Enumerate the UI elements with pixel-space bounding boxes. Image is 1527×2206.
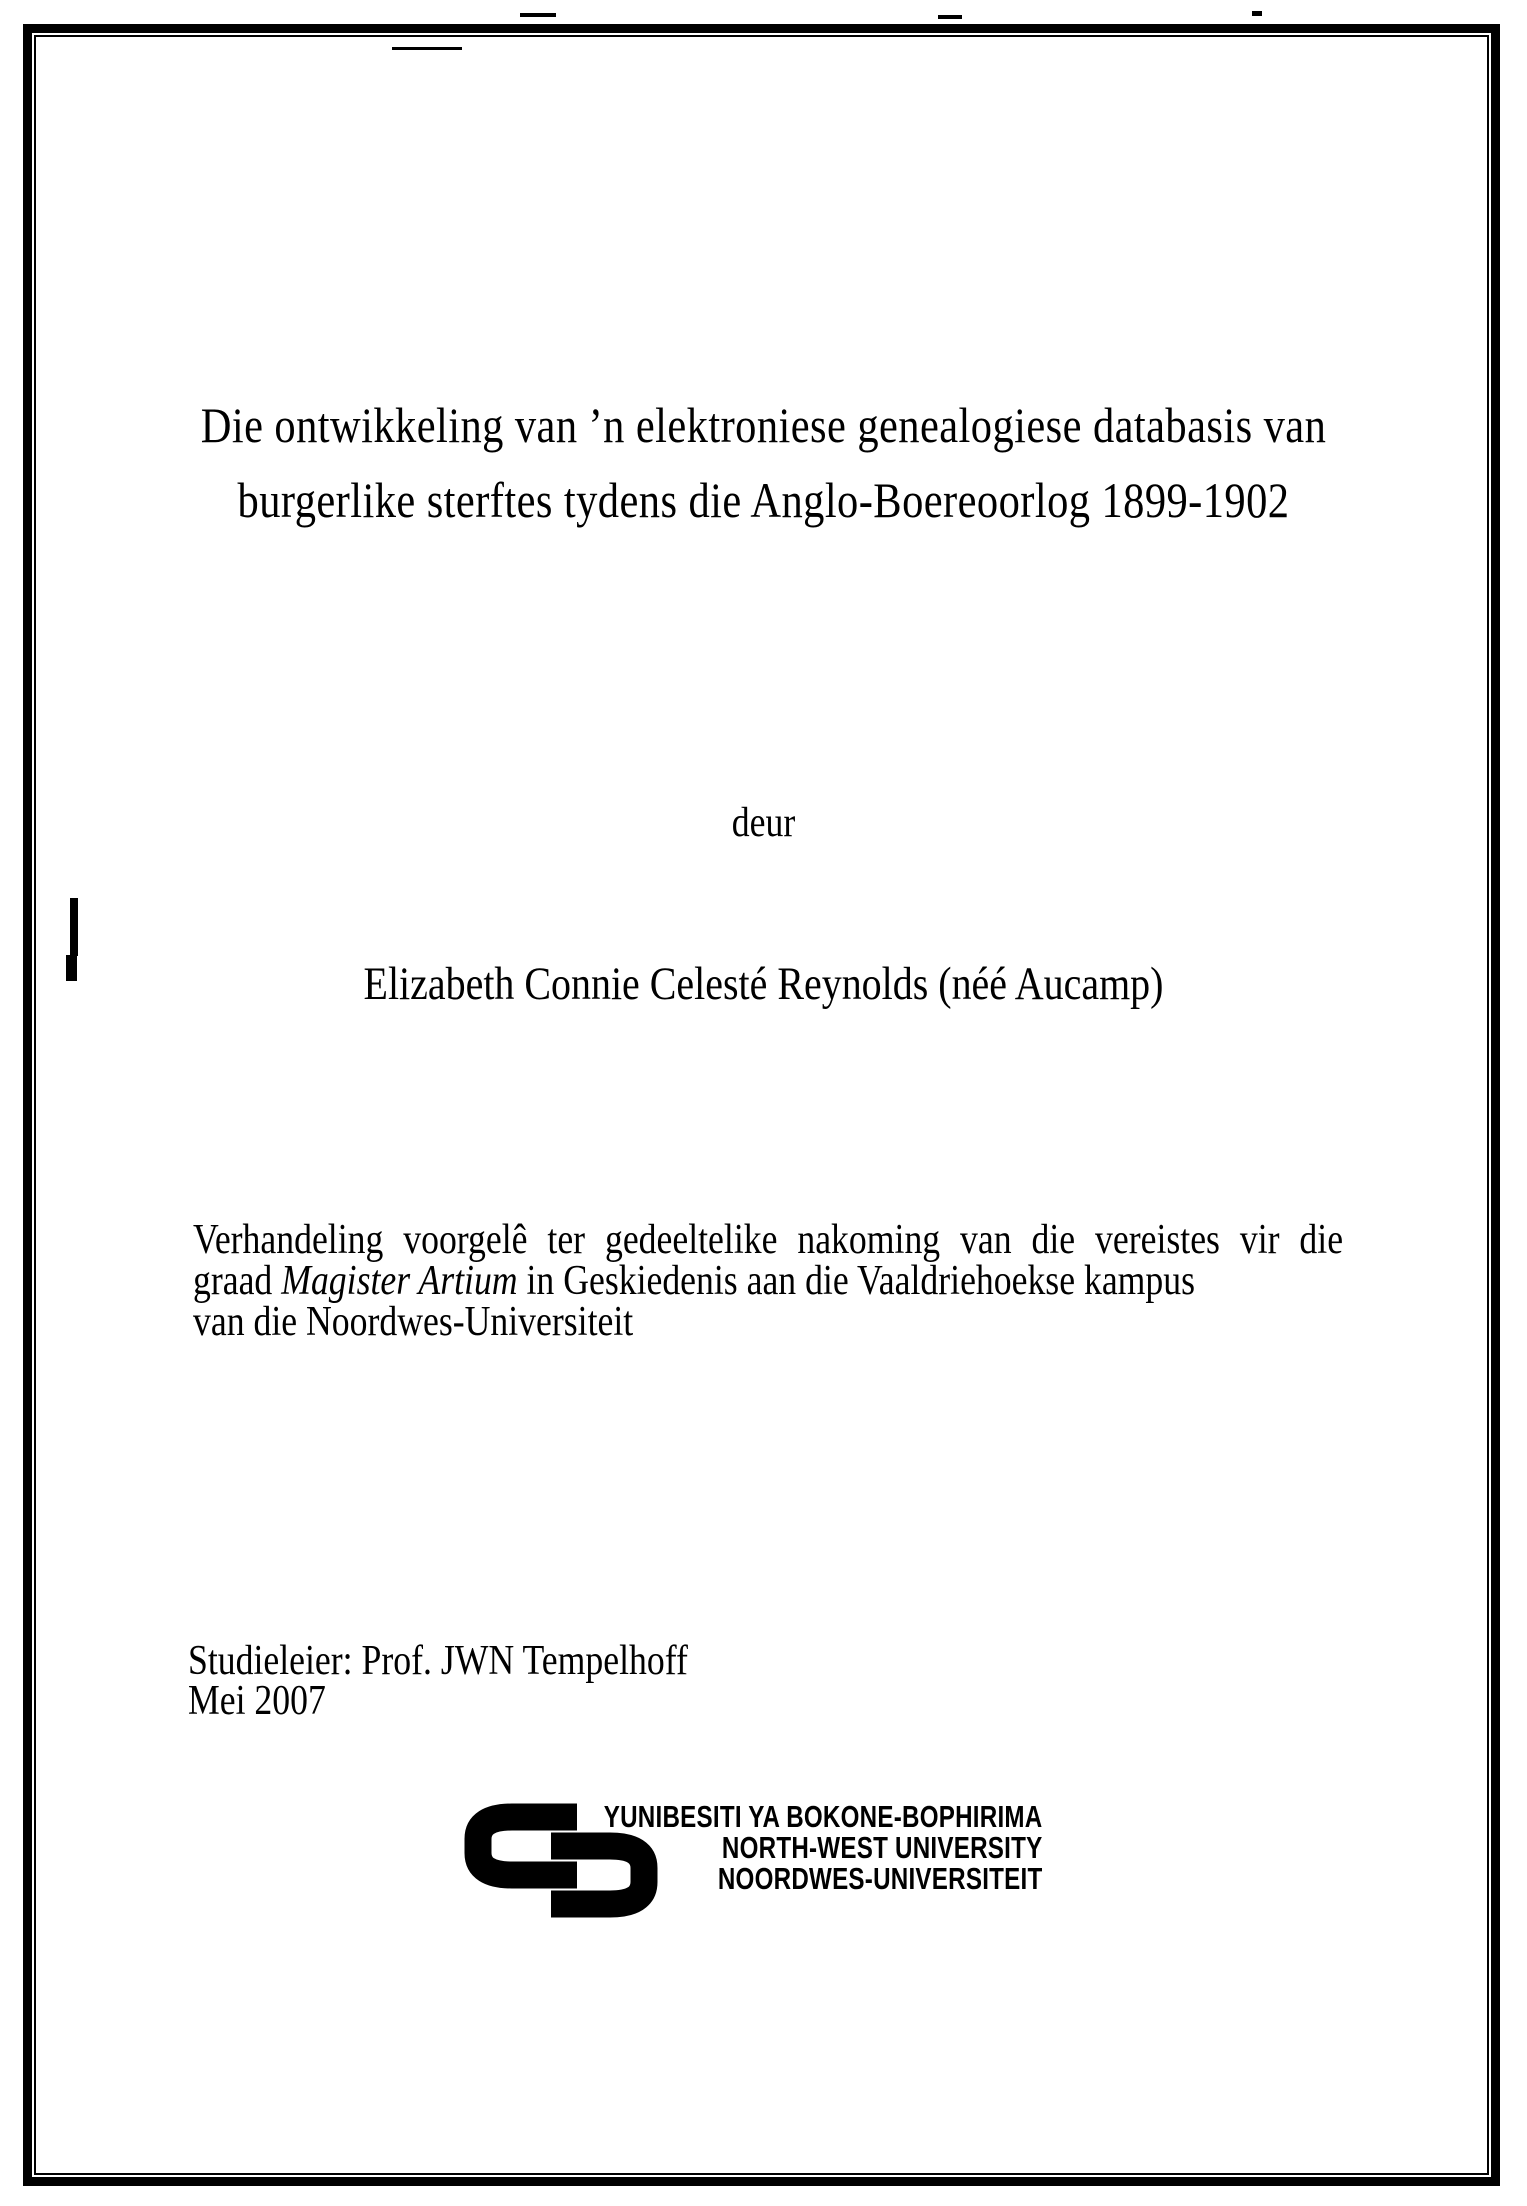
university-name-afrikaans: NOORDWES-UNIVERSITEIT — [717, 1861, 1042, 1896]
scan-speck — [66, 955, 77, 981]
thesis-note-line2-pre: graad — [193, 1258, 282, 1304]
thesis-note-line2 — [193, 1258, 1343, 1304]
scan-speck — [520, 13, 556, 17]
supervisor-block — [188, 1638, 688, 1724]
scan-speck — [392, 47, 462, 50]
date-line: Mei 2007 — [188, 1678, 326, 1724]
supervisor-line: Studieleier: Prof. JWN Tempelhoff — [188, 1638, 688, 1684]
scan-speck — [1252, 11, 1262, 16]
byline: deur — [731, 800, 796, 846]
thesis-note-line1: Verhandeling voorgelê ter gedeeltelike nakoming van die vereistes vir die — [193, 1217, 1344, 1263]
thesis-title-line1: Die ontwikkeling van ’n elektroniese genealogiese databasis van — [200, 397, 1327, 453]
thesis-note-line2-post: in Geskiedenis aan die Vaaldriehoekse kampus — [517, 1258, 1196, 1304]
thesis-note-degree-italic: Magister Artium — [281, 1258, 518, 1304]
university-name-english: NORTH-WEST UNIVERSITY — [721, 1830, 1042, 1865]
university-name-setswana: YUNIBESITI YA BOKONE-BOPHIRIMA — [603, 1799, 1042, 1834]
scan-speck — [70, 898, 78, 956]
author-name: Elizabeth Connie Celesté Reynolds (néé Aucamp) — [363, 958, 1164, 1010]
scan-speck — [938, 15, 962, 19]
thesis-title — [115, 388, 1413, 538]
thesis-note — [193, 1217, 1344, 1345]
university-wordmark — [603, 1801, 1042, 1894]
thesis-note-line3: van die Noordwes-Universiteit — [193, 1299, 634, 1345]
thesis-title-line2: burgerlike sterftes tydens die Anglo-Boereoorlog 1899-1902 — [237, 472, 1290, 528]
